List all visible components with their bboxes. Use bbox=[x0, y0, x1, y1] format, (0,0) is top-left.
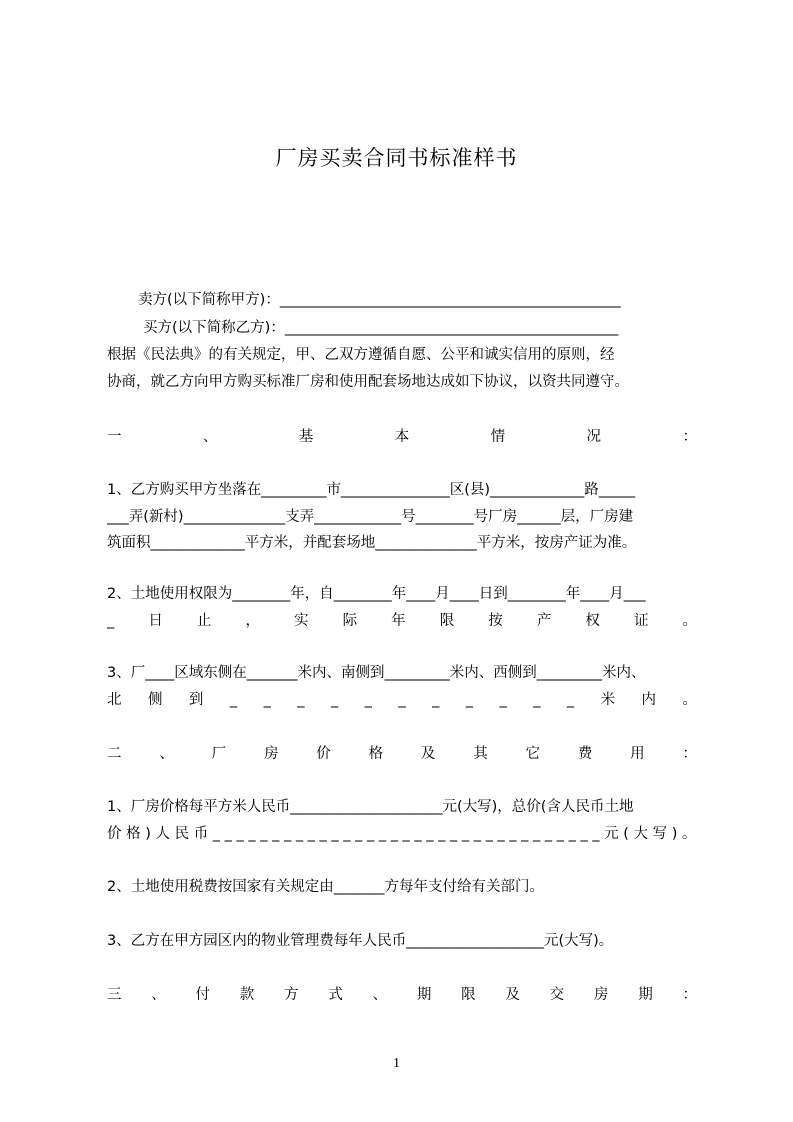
item3-line2-char: _ bbox=[263, 692, 271, 708]
item2-line-2 bbox=[107, 611, 697, 631]
section-heading-basic-info bbox=[107, 427, 697, 447]
item3-line2-char: 到 bbox=[188, 692, 204, 708]
item3-line2-char: _ bbox=[364, 692, 372, 708]
item3-line2-char: _ bbox=[566, 692, 575, 708]
section3-char: 方 bbox=[284, 987, 299, 1003]
section2-char: 其 bbox=[473, 746, 488, 762]
item3-line-2 bbox=[107, 690, 697, 710]
price-item-3: 3、乙方在甲方园区内的物业管理费每年人民币___________________元(大写)。 bbox=[107, 933, 614, 949]
buyer-line: 买方(以下简称乙方)：______________________________________________ bbox=[143, 320, 619, 336]
section2-char: 厂 bbox=[211, 746, 227, 762]
section2-char: 费 bbox=[577, 746, 593, 762]
item2-line2-char: 年 bbox=[391, 613, 406, 629]
item2-line2-char: 证 bbox=[633, 613, 649, 629]
section2-char: 房 bbox=[263, 746, 279, 762]
section-heading-payment bbox=[107, 985, 697, 1005]
price-line-1: 1、厂房价格每平方米人民币_____________________元(大写)，总价(含人民币土地 bbox=[107, 799, 634, 815]
item2-line2-char: _ bbox=[107, 613, 115, 629]
section3-char: 房 bbox=[593, 987, 609, 1003]
item1-line-1: 1、乙方购买甲方坐落在_________市_______________区(县)_____________路_____ bbox=[107, 482, 636, 498]
section2-char: 及 bbox=[420, 746, 436, 762]
item3-line2-char: _ bbox=[533, 692, 541, 708]
section1-char: 一 bbox=[107, 429, 122, 445]
section2-char: 格 bbox=[368, 746, 384, 762]
section-heading-price bbox=[107, 744, 697, 764]
section1-char: 本 bbox=[394, 429, 410, 445]
item3-line2-char: 米 bbox=[600, 692, 616, 708]
item3-line2-char: _ bbox=[465, 692, 474, 708]
item3-line2-char: _ bbox=[297, 692, 305, 708]
section3-char: 及 bbox=[505, 987, 520, 1003]
item2-line2-char: 按 bbox=[488, 613, 503, 629]
item2-line2-char: 限 bbox=[439, 613, 455, 629]
item2-line2-char: 日 bbox=[148, 613, 163, 629]
item2-line2-char: 际 bbox=[342, 613, 358, 629]
item3-line2-char: 。 bbox=[682, 692, 697, 708]
intro-line-1: 根据《民法典》的有关规定，甲、乙双方遵循自愿、公平和诚实信用的原则，经 bbox=[107, 347, 615, 363]
item3-line2-char: _ bbox=[330, 692, 339, 708]
section2-char: ： bbox=[682, 746, 697, 762]
item3-line2-char: _ bbox=[499, 692, 507, 708]
document-title: 厂房买卖合同书标准样书 bbox=[275, 146, 518, 170]
item3-line2-char: _ bbox=[398, 692, 406, 708]
item2-line2-char: 。 bbox=[682, 613, 697, 629]
item2-line2-char: 产 bbox=[536, 613, 552, 629]
price-line-2: 价 格 ) 人 民 币 _ _ _ _ _ _ _ _ _ _ _ _ _ _ _ _ _ _ _ _ _ _ _ _ _ _ _ _ _ _ _ _ _ 元 ( 大 写 ) 。 bbox=[107, 826, 697, 842]
seller-line: 卖方(以下简称甲方)：_______________________________________________ bbox=[138, 292, 621, 308]
item2-line2-char: 实 bbox=[294, 613, 309, 629]
item3-line2-char: 内 bbox=[641, 692, 657, 708]
section3-char: 式 bbox=[328, 987, 343, 1003]
item2-line-1: 2、土地使用权限为________年，自________年____月____日到________年____月___ bbox=[107, 586, 646, 602]
item1-line-3: 筑面积_____________平方米，并配套场地______________平方米，按房产证为准。 bbox=[107, 535, 637, 551]
item1-line-2: ___弄(新村)______________支弄____________号________号厂房______层，厂房建 bbox=[107, 509, 634, 525]
section3-char: 期 bbox=[416, 987, 432, 1003]
section1-char: 、 bbox=[202, 429, 218, 445]
section1-char: 基 bbox=[298, 429, 314, 445]
section2-char: 价 bbox=[316, 746, 331, 762]
section3-char: 、 bbox=[372, 987, 388, 1003]
section3-char: 三 bbox=[107, 987, 122, 1003]
section1-char: ： bbox=[682, 429, 697, 445]
item2-line2-char: 止 bbox=[196, 613, 212, 629]
section1-char: 情 bbox=[490, 429, 506, 445]
item3-line2-char: _ bbox=[432, 692, 440, 708]
intro-line-2: 协商，就乙方向甲方购买标准厂房和使用配套场地达成如下协议，以资共同遵守。 bbox=[107, 374, 629, 390]
item2-line2-char: 权 bbox=[585, 613, 600, 629]
section3-char: ： bbox=[682, 987, 697, 1003]
section2-char: 二 bbox=[107, 746, 122, 762]
section2-char: 用 bbox=[630, 746, 645, 762]
section3-char: 付 bbox=[195, 987, 211, 1003]
section2-char: 它 bbox=[525, 746, 540, 762]
item2-line2-char: ， bbox=[245, 613, 260, 629]
section3-char: 、 bbox=[151, 987, 166, 1003]
section3-char: 期 bbox=[638, 987, 653, 1003]
section3-char: 限 bbox=[461, 987, 476, 1003]
section2-char: 、 bbox=[159, 746, 174, 762]
section3-char: 交 bbox=[549, 987, 565, 1003]
item3-line2-char: 北 bbox=[107, 692, 122, 708]
price-item-2: 2、土地使用税费按国家有关规定由_______方每年支付给有关部门。 bbox=[107, 879, 544, 895]
section3-char: 款 bbox=[239, 987, 255, 1003]
section1-char: 况 bbox=[586, 429, 602, 445]
item3-line2-char: 侧 bbox=[147, 692, 163, 708]
item3-line-1: 3、厂____区域东侧在_______米内、南侧到_________米内、西侧到_________米内、 bbox=[107, 665, 646, 681]
page-number: 1 bbox=[393, 1056, 400, 1071]
item3-line2-char: _ bbox=[229, 692, 238, 708]
